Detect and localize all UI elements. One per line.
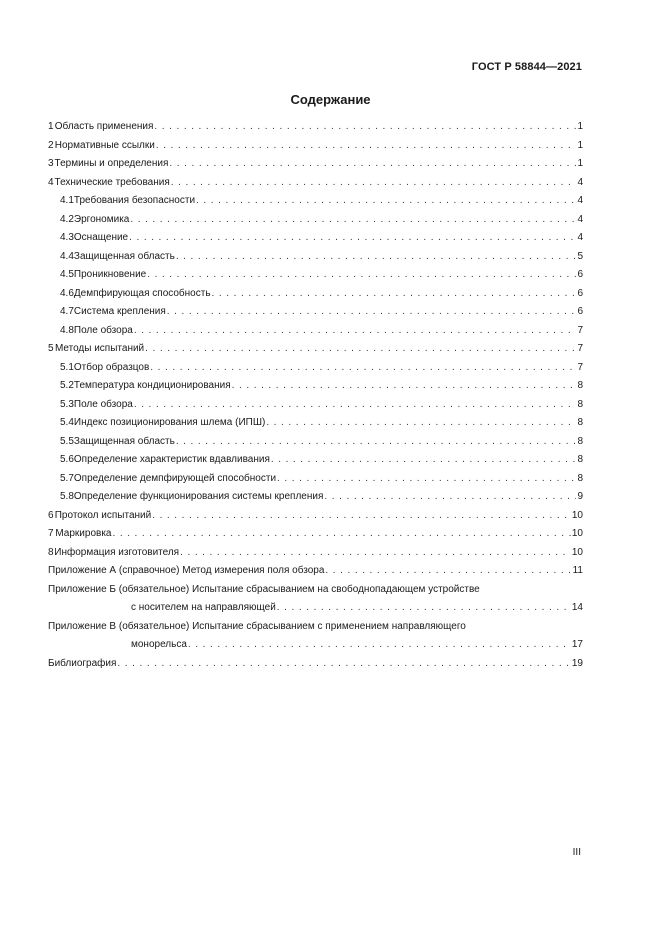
toc-leader-dots xyxy=(232,380,577,391)
toc-entry-title: Информация изготовителя xyxy=(54,546,180,558)
toc-entry[interactable] xyxy=(48,565,583,584)
toc-entry-page: 1 xyxy=(577,158,583,169)
toc-entry-title: Маркировка xyxy=(55,528,112,539)
toc-entry-title: Определение характеристик вдавливания xyxy=(73,454,270,465)
toc-leader-dots xyxy=(134,399,577,410)
toc-leader-dots xyxy=(188,639,571,650)
toc-entry-bibliography[interactable] xyxy=(48,658,583,677)
toc-entry-number: 3 xyxy=(48,158,54,169)
toc-entry[interactable] xyxy=(48,639,583,658)
toc-entry-title: Защищенная область xyxy=(73,435,175,447)
table-of-contents xyxy=(48,121,583,676)
toc-entry[interactable] xyxy=(48,140,583,159)
toc-entry-title: Определение функционирования системы крепления xyxy=(73,491,324,502)
toc-entry-page: 1 xyxy=(577,139,583,151)
toc-entry[interactable] xyxy=(48,251,583,270)
toc-leader-dots xyxy=(324,491,576,502)
toc-entry-page: 11 xyxy=(572,565,583,576)
toc-leader-dots xyxy=(147,269,576,280)
toc-leader-dots xyxy=(277,473,576,484)
toc-entry[interactable] xyxy=(48,232,583,251)
toc-entry[interactable] xyxy=(48,547,583,566)
toc-entry[interactable] xyxy=(48,214,583,233)
toc-entry[interactable] xyxy=(48,602,583,621)
toc-leader-dots xyxy=(130,214,576,225)
toc-entry-number: 5.4 xyxy=(60,417,74,428)
toc-entry-number: 5.6 xyxy=(60,454,74,465)
toc-entry-title: Отбор образцов xyxy=(73,361,150,373)
toc-leader-dots xyxy=(150,362,576,373)
toc-entry[interactable] xyxy=(48,436,583,455)
toc-leader-dots xyxy=(156,140,577,151)
toc-entry-page: 7 xyxy=(577,343,583,354)
toc-entry-page: 4 xyxy=(577,213,583,225)
toc-entry-title: Защищенная область xyxy=(73,250,175,262)
toc-entry-title: Индекс позиционирования шлема (ИПШ) xyxy=(73,417,266,428)
toc-entry[interactable] xyxy=(48,528,583,547)
toc-entry[interactable] xyxy=(48,288,583,307)
toc-entry-page: 7 xyxy=(577,361,583,373)
toc-leader-dots xyxy=(152,510,571,521)
toc-entry[interactable] xyxy=(48,158,583,177)
toc-entry-page: 4 xyxy=(577,176,583,188)
toc-entry[interactable] xyxy=(48,491,583,510)
toc-entry-page: 10 xyxy=(571,528,583,539)
toc-entry-title: Определение демпфирующей способности xyxy=(73,472,277,484)
toc-entry-title: Методы испытаний xyxy=(54,343,145,354)
toc-leader-dots xyxy=(266,417,576,428)
toc-entry-number: 4 xyxy=(48,176,54,188)
toc-entry-title: Протокол испытаний xyxy=(54,509,152,521)
toc-entry-title: Проникновение xyxy=(73,269,147,280)
toc-entry-title: Температура кондиционирования xyxy=(73,380,231,391)
toc-entry[interactable] xyxy=(48,177,583,196)
toc-entry-page: 4 xyxy=(577,232,583,243)
toc-leader-dots xyxy=(171,177,577,188)
toc-entry-page: 19 xyxy=(571,657,583,669)
toc-leader-dots xyxy=(271,454,577,465)
toc-entry-page: 8 xyxy=(577,472,583,484)
appendix-heading: Приложение Б (обязательное) Испытание сбрасыванием на свободнопадающем устройстве xyxy=(48,583,480,595)
toc-entry-page: 7 xyxy=(577,324,583,336)
toc-entry-number: 4.5 xyxy=(60,269,74,280)
toc-entry-page: 10 xyxy=(571,546,583,558)
toc-leader-dots xyxy=(129,232,576,243)
toc-entry-number: 2 xyxy=(48,139,54,151)
toc-entry-title: Эргономика xyxy=(73,213,130,225)
toc-entry-number: 4.4 xyxy=(60,250,74,262)
toc-entry-number: 5.7 xyxy=(60,472,74,484)
toc-entry[interactable] xyxy=(48,325,583,344)
toc-entry-number: 4.2 xyxy=(60,213,74,225)
toc-entry-page: 6 xyxy=(577,306,583,317)
toc-entry-title: Технические требования xyxy=(54,176,170,188)
toc-entry-page: 8 xyxy=(577,435,583,447)
toc-entry-page: 8 xyxy=(577,454,583,465)
toc-entry-page: 1 xyxy=(577,121,583,132)
toc-entry-number: 4.8 xyxy=(60,324,74,336)
toc-entry-number: 5.2 xyxy=(60,380,74,391)
toc-entry-page: 6 xyxy=(577,287,583,299)
toc-entry-page: 5 xyxy=(577,250,583,262)
toc-entry-page: 14 xyxy=(571,602,583,613)
toc-entry-title: Поле обзора xyxy=(73,398,133,410)
toc-entry-number: 4.6 xyxy=(60,287,74,299)
toc-entry[interactable] xyxy=(48,121,583,140)
toc-leader-dots xyxy=(117,658,570,669)
toc-leader-dots xyxy=(176,436,577,447)
toc-entry[interactable] xyxy=(48,380,583,399)
toc-entry-title: Требования безопасности xyxy=(73,195,196,206)
appendix-title-continuation: с носителем на направляющей xyxy=(131,602,276,613)
toc-leader-dots xyxy=(134,325,577,336)
toc-entry[interactable] xyxy=(48,343,583,362)
toc-entry-page: 10 xyxy=(571,509,583,521)
toc-leader-dots xyxy=(277,602,571,613)
toc-entry[interactable] xyxy=(48,473,583,492)
toc-entry[interactable] xyxy=(48,399,583,418)
toc-entry-title: Система крепления xyxy=(73,306,166,317)
appendix-heading: Приложение А (справочное) Метод измерения поля обзора xyxy=(48,565,325,576)
toc-leader-dots xyxy=(180,547,571,558)
toc-entry-page: 9 xyxy=(577,491,583,502)
toc-entry[interactable] xyxy=(48,269,583,288)
toc-entry-number: 5.3 xyxy=(60,398,74,410)
toc-leader-dots xyxy=(169,158,576,169)
toc-entry-title: Нормативные ссылки xyxy=(54,139,155,151)
toc-entry-number: 5.5 xyxy=(60,435,74,447)
toc-leader-dots xyxy=(154,121,576,132)
toc-entry-number: 5 xyxy=(48,343,54,354)
toc-entry-number: 5.1 xyxy=(60,361,74,373)
toc-entry-number: 8 xyxy=(48,546,54,558)
toc-leader-dots xyxy=(196,195,576,206)
toc-leader-dots xyxy=(145,343,576,354)
toc-entry-page: 6 xyxy=(577,269,583,280)
toc-entry-page: 4 xyxy=(577,195,583,206)
toc-leader-dots xyxy=(212,288,577,299)
toc-entry-page: 8 xyxy=(577,398,583,410)
toc-entry[interactable] xyxy=(48,306,583,325)
toc-entry-title: Демпфирующая способность xyxy=(73,287,211,299)
toc-entry-title: Поле обзора xyxy=(73,324,133,336)
page-number: III xyxy=(572,847,581,858)
toc-entry-page: 8 xyxy=(577,417,583,428)
toc-entry-title: Термины и определения xyxy=(54,158,169,169)
appendix-heading: Приложение В (обязательное) Испытание сбрасыванием с применением направляющего xyxy=(48,620,466,632)
toc-entry-number: 1 xyxy=(48,121,54,132)
toc-entry[interactable] xyxy=(48,454,583,473)
toc-entry-number: 6 xyxy=(48,509,54,521)
toc-entry-number: 7 xyxy=(48,528,54,539)
appendix-title-continuation: монорельса xyxy=(131,639,187,650)
toc-entry[interactable] xyxy=(48,510,583,529)
toc-entry-number: 4.7 xyxy=(60,306,74,317)
toc-entry-title: Оснащение xyxy=(73,232,129,243)
toc-leader-dots xyxy=(325,565,571,576)
toc-entry[interactable] xyxy=(48,362,583,381)
toc-leader-dots xyxy=(176,251,577,262)
toc-entry-page: 8 xyxy=(577,380,583,391)
toc-entry-page: 17 xyxy=(571,639,583,650)
toc-entry-number: 4.3 xyxy=(60,232,74,243)
toc-entry-number: 5.8 xyxy=(60,491,74,502)
document-code: ГОСТ Р 58844—2021 xyxy=(471,61,582,73)
toc-entry[interactable] xyxy=(48,195,583,214)
toc-leader-dots xyxy=(112,528,570,539)
page-title: Содержание xyxy=(290,92,371,107)
toc-entry-title: Область применения xyxy=(54,121,154,132)
toc-entry[interactable] xyxy=(48,417,583,436)
bibliography-title: Библиография xyxy=(48,657,117,669)
toc-leader-dots xyxy=(167,306,577,317)
toc-entry-number: 4.1 xyxy=(60,195,74,206)
